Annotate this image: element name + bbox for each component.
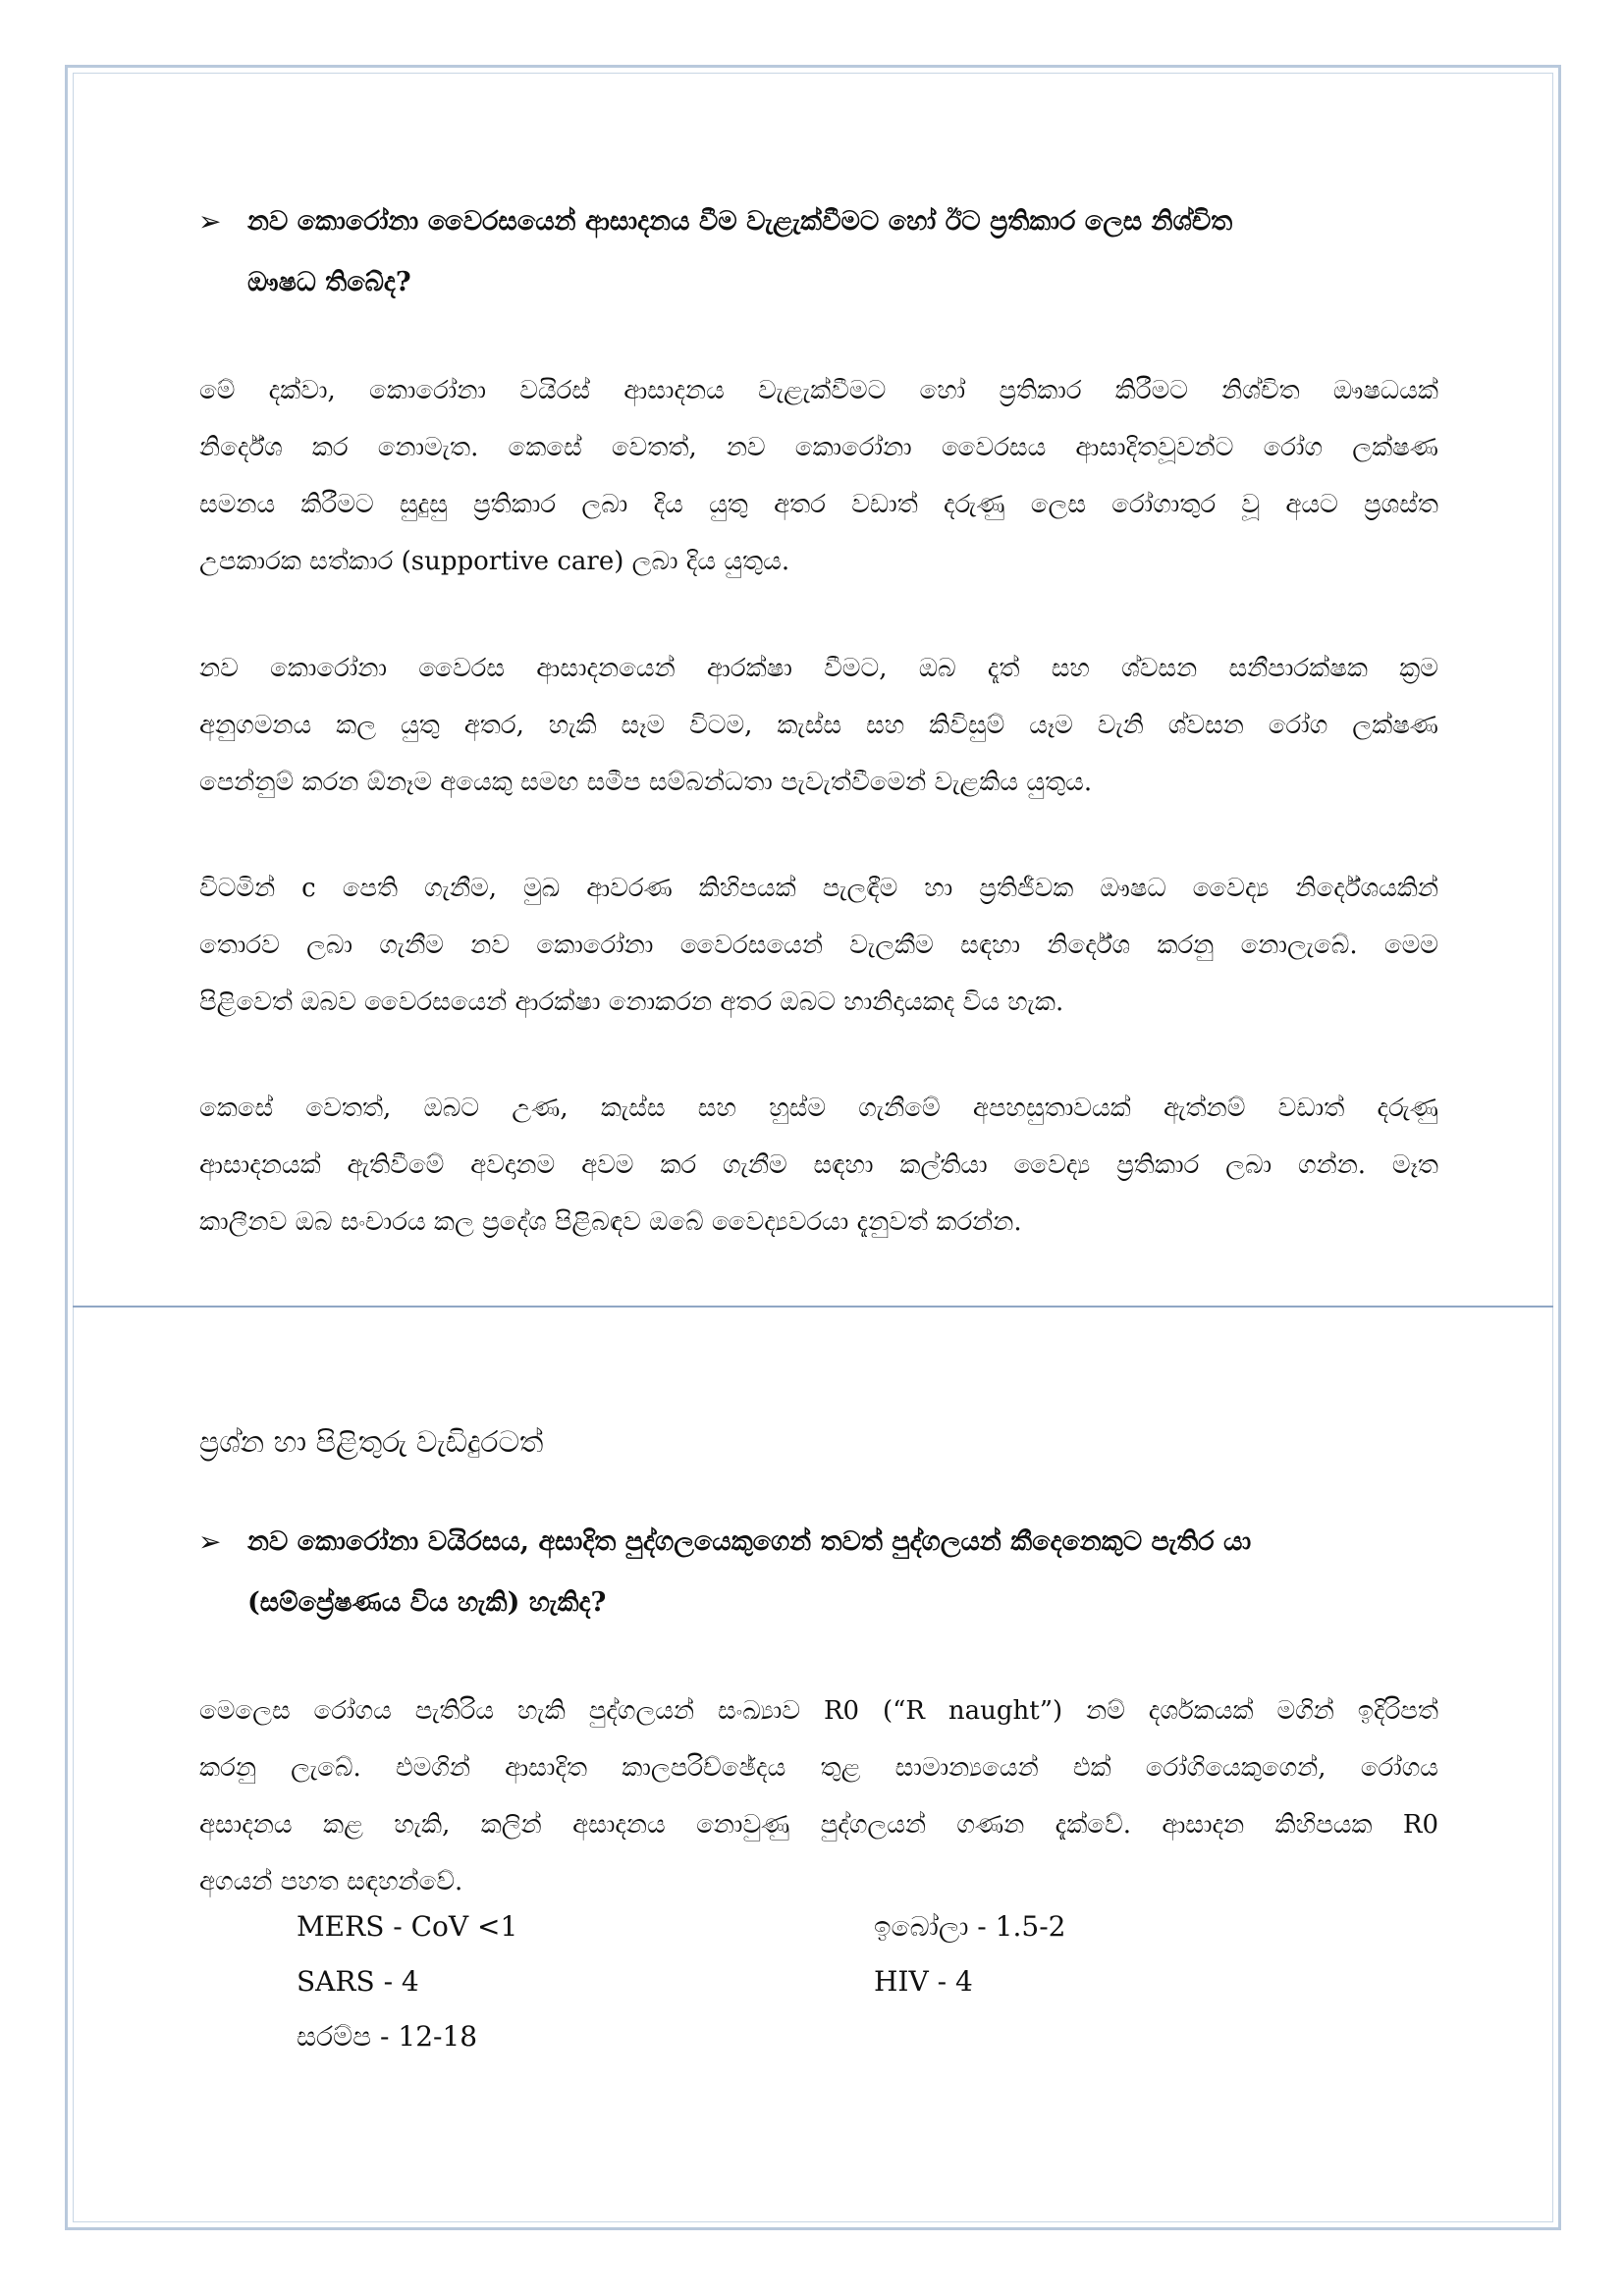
paragraph-line: විටමින් c පෙති ගැනීම, මුඛ ආවරණ කිහිපයක් පැලඳීම හා ප්‍රතිජීවක ඖෂධ වෛද්‍ය නිර්දේශයකින් [199,874,1438,903]
paragraph-line: මෙලෙස රෝගය පැතිරිය හැකි පුද්ගලයන් සංඛ්‍යාව R0 (“R naught”) නම් දර්ශකයක් මගින් ඉදිරිපත් [199,1696,1438,1726]
paragraph-line: උපකාරක සත්කාර (supportive care) ලබා දිය යුතුය. [199,547,790,576]
question-line: නව කොරෝනා වයිරසය, අසාදිත පුද්ගලයෙකුගෙන් තවත් පුද්ගලයන් කීදෙනෙකුට පැතිර යා [247,1526,1252,1557]
paragraph-line: මේ දක්වා, කොරෝනා වයිරස් ආසාදනය වැළැක්වීමට හෝ ප්‍රතිකාර කිරීමට නිශ්චිත ඖෂධයක් [199,376,1438,405]
arrow-bullet-icon: ➢ [198,205,222,238]
paragraph-no-specific-medicine [199,362,1438,590]
paragraph-line: ආසාදනයක් ඇතිවීමේ අවදානම අවම කර ගැනීම සඳහා කල්තියා වෛද්‍ය ප්‍රතිකාර ලබා ගන්න. මෑත [199,1150,1438,1180]
paragraph-not-recommended [199,860,1438,1031]
paragraph-line: අගයන් පහත සඳහන්වේ. [199,1867,463,1896]
arrow-bullet-icon: ➢ [198,1525,222,1558]
r0-mers: MERS - CoV <1 [297,1910,518,1943]
paragraph-line: සමනය කිරීමට සුදුසු ප්‍රතිකාර ලබා දිය යුතු අතර වඩාත් දරුණු ලෙස රෝගාතුර වූ අයට ප්‍රශස්ත [199,490,1438,519]
paragraph-line: තොරව ලබා ගැනීම නව කොරෝනා වෛරසයෙන් වැලකීම සඳහා නිර්දේශ කරනු නොලැබේ. මෙම [199,931,1438,960]
r0-sars: SARS - 4 [297,1965,419,1998]
question-line: ඖෂධ තිබේද? [247,267,411,297]
paragraph-line: අනුගමනය කල යුතු අතර, හැකි සෑම විටම, කැස්ස සහ කිවිසුම් යෑම වැනි ශ්වසන රෝග ලක්ෂණ [199,711,1438,740]
paragraph-line: කෙසේ වෙතත්, ඔබට උණ, කැස්ස සහ හුස්ම ගැනීමේ අපහසුතාවයක් ඇත්නම් වඩාත් දරුණු [199,1094,1438,1123]
r0-hiv: HIV - 4 [874,1965,973,1998]
section-divider [73,1306,1553,1308]
section1-question [198,191,1438,313]
paragraph-line: කරනු ලැබේ. එමගින් ආසාදිත කාලපරිච්ඡේදය තුළ සාමාන්‍යයෙන් එක් රෝගියෙකුගෙන්, රෝගය [199,1753,1438,1783]
paragraph-seek-care [199,1080,1438,1251]
paragraph-hygiene [199,640,1438,811]
paragraph-line: අසාදනය කළ හැකි, කලින් අසාදනය නොවුණු පුද්ගලයන් ගණන දැක්වේ. ආසාදන කිහිපයක R0 [199,1810,1438,1840]
paragraph-line: කාලීනව ඔබ සංචාරය කල ප්‍රදේශ පිළිබඳව ඔබේ වෛද්‍යවරයා දැනුවත් කරන්න. [199,1207,1022,1237]
r0-ebola: ඉබෝලා - 1.5-2 [874,1910,1066,1943]
section2-question [198,1512,1438,1633]
question-line: (සම්ප්‍රේෂණය විය හැකි) හැකිද? [247,1587,607,1618]
section-heading: ප්‍රශ්න හා පිළිතුරු වැඩිදුරටත් [199,1425,544,1460]
paragraph-r0-definition [199,1682,1438,1910]
r0-measles: සරම්ප - 12-18 [297,2020,478,2053]
paragraph-line: පිළිවෙත් ඔබව වෛරසයෙන් ආරක්ෂා නොකරන අතර ඔබට හානිදායකද විය හැක. [199,988,1064,1017]
paragraph-line: නව කොරෝනා වෛරස ආසාදනයෙන් ආරක්ෂා වීමට, ඔබ දෑත් සහ ශ්වසන සනීපාරක්ෂක ක්‍රම [199,654,1438,683]
question-line: නව කොරෝනා වෛරසයෙන් ආසාදනය වීම වැළැක්වීමට හෝ ඊට ප්‍රතිකාර ලෙස නිශ්චිත [247,206,1233,237]
paragraph-line: පෙන්නුම් කරන ඕනෑම අයෙකු සමඟ සමීප සම්බන්ධතා පැවැත්වීමෙන් වැළකිය යුතුය. [199,768,1093,797]
paragraph-line: නිර්දේශ කර නොමැත. කෙසේ වෙතත්, නව කොරෝනා වෛරසය ආසාදිතවූවන්ට රෝග ලක්ෂණ [199,433,1438,462]
